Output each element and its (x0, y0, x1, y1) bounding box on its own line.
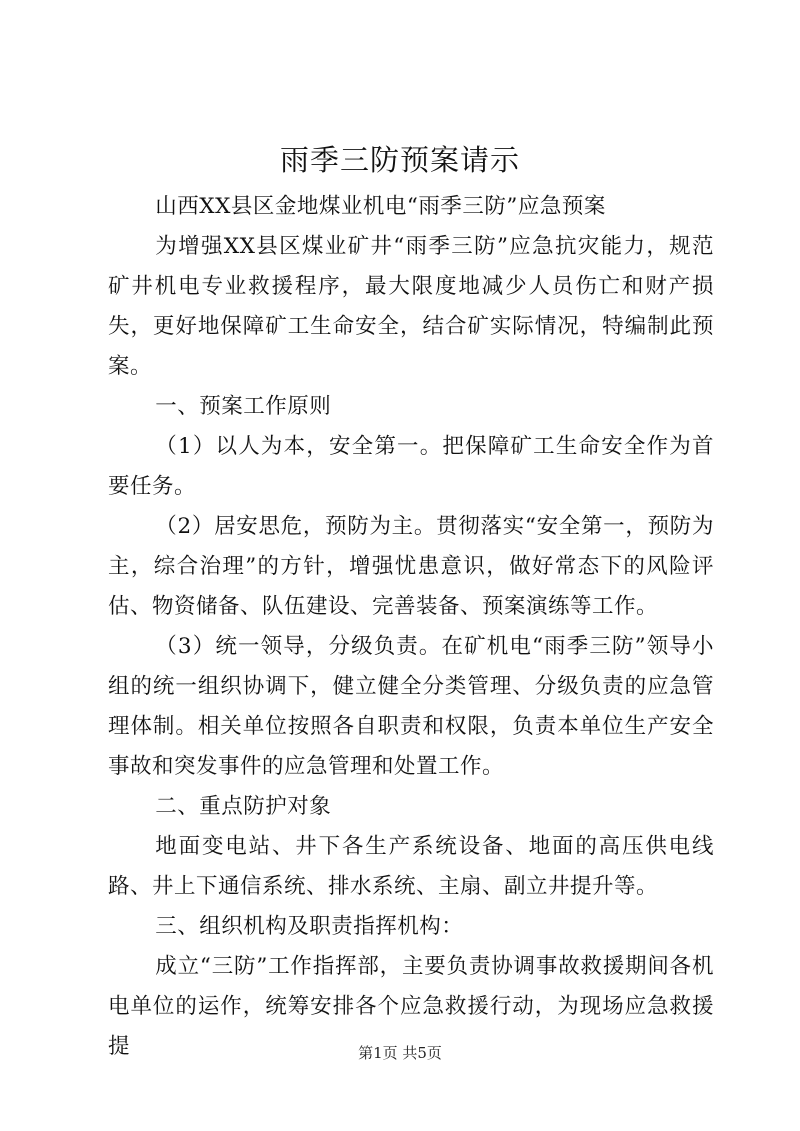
intro-paragraph: 为增强XX县区煤业矿井“雨季三防”应急抗灾能力，规范矿井机电专业救援程序，最大限度地减少人员伤亡和财产损失，更好地保障矿工生命安全，结合矿实际情况，特编制此预案。 (108, 234, 714, 379)
section-heading-organization: 三、组织机构及职责指挥机构： (155, 914, 464, 939)
section-heading-protection-targets: 二、重点防护对象 (155, 794, 332, 819)
principle-item-2: （2）居安思危，预防为主。贯彻落实“安全第一，预防为主，综合治理”的方针，增强忧患意识，做好常态下的风险评估、物资储备、队伍建设、完善装备、预案演练等工作。 (108, 514, 714, 619)
subtitle-paragraph: 山西XX县区金地煤业机电“雨季三防”应急预案 (155, 194, 606, 219)
protection-targets-paragraph: 地面变电站、井下各生产系统设备、地面的高压供电线路、井上下通信系统、排水系统、主扇、副立井提升等。 (108, 834, 714, 899)
section-heading-principles: 一、预案工作原则 (155, 394, 332, 419)
principle-item-3: （3）统一领导，分级负责。在矿机电“雨季三防”领导小组的统一组织协调下，健立健全分类管理、分级负责的应急管理体制。相关单位按照各自职责和权限，负责本单位生产安全事故和突发事件的应急管理和处置工作。 (108, 634, 714, 779)
organization-paragraph: 成立“三防”工作指挥部，主要负责协调事故救援期间各机电单位的运作，统筹安排各个应急救援行动，为现场应急救援提 (108, 954, 714, 1059)
page-number-footer: 第1页 共5页 (358, 1044, 442, 1062)
principle-item-1: （1）以人为本，安全第一。把保障矿工生命安全作为首要任务。 (108, 434, 714, 499)
document-body (108, 187, 714, 1067)
document-title: 雨季三防预案请示 (279, 143, 520, 177)
